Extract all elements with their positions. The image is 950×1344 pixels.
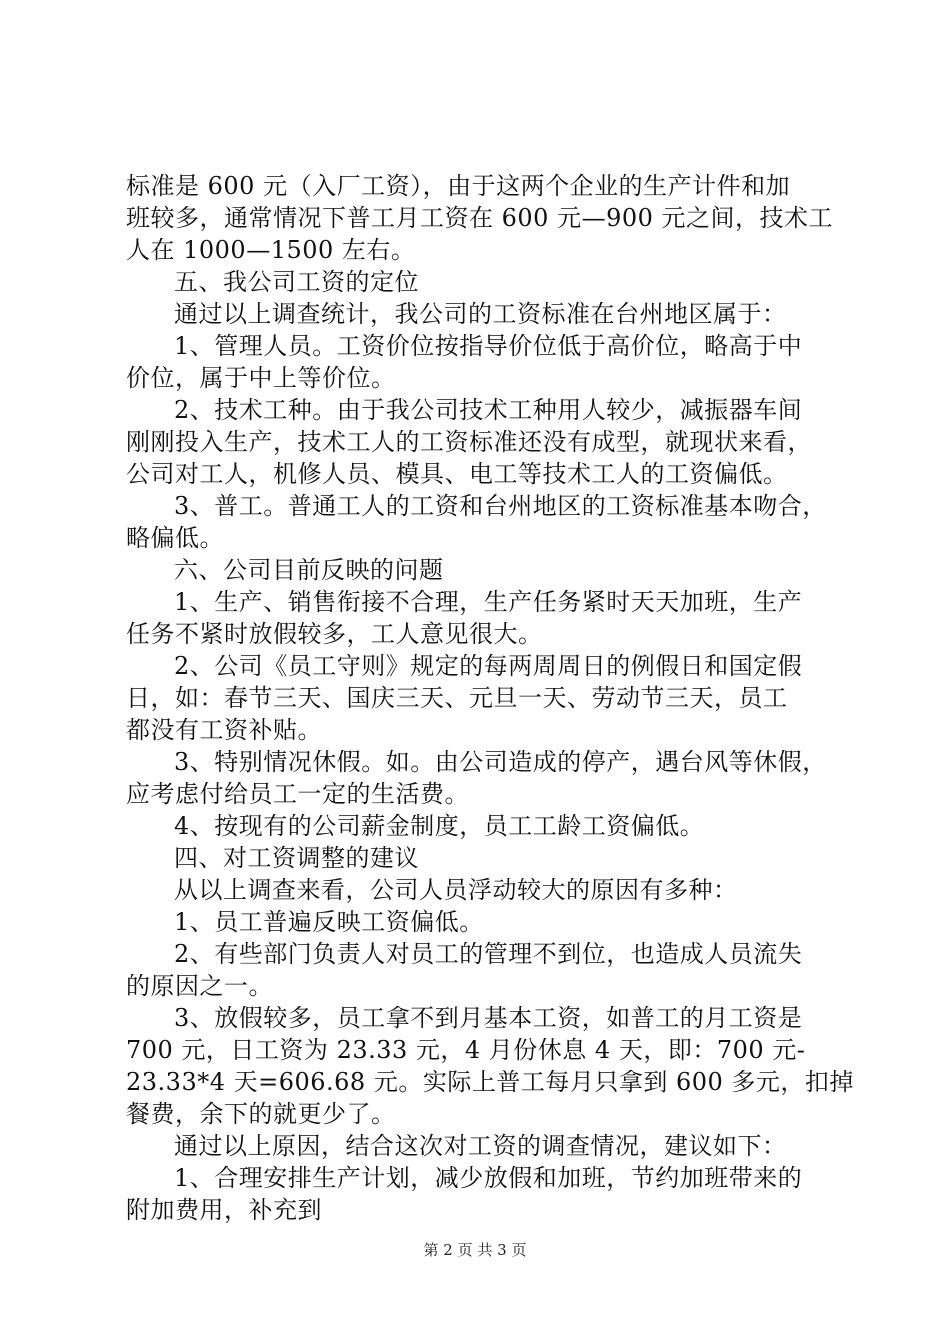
text-line: 公司对工人，机修人员、模具、电工等技术工人的工资偏低。 xyxy=(126,460,788,488)
text-line: 通过以上调查统计，我公司的工资标准在台州地区属于： xyxy=(174,300,787,328)
text-line: 餐费，余下的就更少了。 xyxy=(126,1100,396,1128)
text-line: 2、技术工种。由于我公司技术工种用人较少，减振器车间 xyxy=(174,396,803,424)
text-line: 都没有工资补贴。 xyxy=(126,716,322,744)
text-line: 1、合理安排生产计划，减少放假和加班，节约加班带来的 xyxy=(174,1164,803,1192)
section-heading: 六、公司目前反映的问题 xyxy=(174,556,444,584)
text-line: 通过以上原因，结合这次对工资的调查情况，建议如下： xyxy=(174,1132,787,1160)
text-line: 2、公司《员工守则》规定的每两周周日的例假日和国定假 xyxy=(174,652,803,680)
section-heading: 五、我公司工资的定位 xyxy=(174,268,419,296)
text-line: 1、管理人员。工资价位按指导价位低于高价位，略高于中 xyxy=(174,332,803,360)
text-line: 的原因之一。 xyxy=(126,972,273,1000)
page-number-footer: 第 2 页 共 3 页 xyxy=(423,1241,527,1259)
text-line: 1、员工普遍反映工资偏低。 xyxy=(174,908,484,936)
document-body xyxy=(126,170,854,1226)
text-line: 应考虑付给员工一定的生活费。 xyxy=(126,780,469,808)
text-line: 价位，属于中上等价位。 xyxy=(126,364,396,392)
text-line: 略偏低。 xyxy=(126,524,224,552)
text-line: 人在 1000—1500 左右。 xyxy=(126,236,416,264)
text-line: 附加费用，补充到 xyxy=(126,1196,322,1224)
text-line: 3、普工。普通工人的工资和台州地区的工资标准基本吻合， xyxy=(174,492,827,520)
text-line: 23.33*4 天=606.68 元。实际上普工每月只拿到 600 多元，扣掉 xyxy=(126,1068,854,1096)
text-line: 4、按现有的公司薪金制度，员工工龄工资偏低。 xyxy=(174,812,705,840)
text-line: 任务不紧时放假较多，工人意见很大。 xyxy=(126,620,543,648)
text-line: 3、特别情况休假。如。由公司造成的停产，遇台风等休假， xyxy=(174,748,827,776)
text-line: 700 元，日工资为 23.33 元，4 月份休息 4 天，即：700 元- xyxy=(126,1036,806,1064)
section-heading: 四、对工资调整的建议 xyxy=(174,844,419,872)
text-line: 2、有些部门负责人对员工的管理不到位，也造成人员流失 xyxy=(174,940,803,968)
text-line: 日，如：春节三天、国庆三天、元旦一天、劳动节三天，员工 xyxy=(126,684,788,712)
text-line: 刚刚投入生产，技术工人的工资标准还没有成型，就现状来看， xyxy=(126,428,812,456)
text-line: 从以上调查来看，公司人员浮动较大的原因有多种： xyxy=(174,876,738,904)
text-line: 3、放假较多，员工拿不到月基本工资，如普工的月工资是 xyxy=(174,1004,803,1032)
text-line: 标准是 600 元（入厂工资），由于这两个企业的生产计件和加 xyxy=(126,172,791,200)
text-line: 1、生产、销售衔接不合理，生产任务紧时天天加班，生产 xyxy=(174,588,803,616)
text-line: 班较多，通常情况下普工月工资在 600 元—900 元之间，技术工 xyxy=(126,204,834,232)
